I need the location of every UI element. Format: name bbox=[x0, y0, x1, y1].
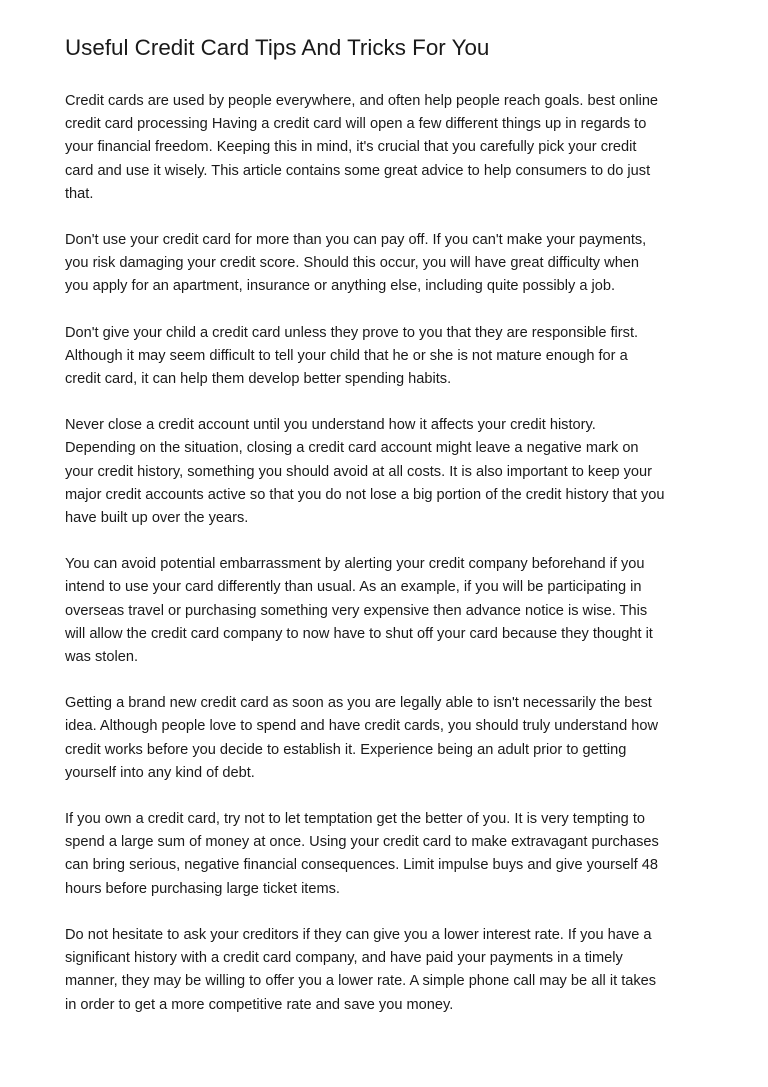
paragraph-line: card and use it wisely. This article contains some great advice to help consumers to do just bbox=[65, 162, 651, 179]
paragraph bbox=[65, 553, 706, 669]
paragraph-line: can bring serious, negative financial consequences. Limit impulse buys and give yourself 48 bbox=[65, 857, 659, 874]
paragraph-line: hours before purchasing large ticket items. bbox=[65, 880, 340, 897]
document-title: Useful Credit Card Tips And Tricks For You bbox=[65, 35, 490, 60]
paragraph-line: idea. Although people love to spend and have credit cards, you should truly understand how bbox=[65, 718, 659, 735]
paragraph-line: your credit history, something you should avoid at all costs. It is also important to keep your bbox=[65, 463, 653, 480]
paragraph-line: Although it may seem difficult to tell your child that he or she is not mature enough for a bbox=[65, 347, 628, 364]
paragraph-line: in order to get a more competitive rate and save you money. bbox=[65, 996, 454, 1013]
paragraph-line: Do not hesitate to ask your creditors if they can give you a lower interest rate. If you have a bbox=[65, 926, 652, 943]
paragraph bbox=[65, 229, 706, 299]
paragraph-line: spend a large sum of money at once. Using your credit card to make extravagant purchases bbox=[65, 834, 659, 851]
paragraph-line: have built up over the years. bbox=[65, 510, 249, 527]
paragraph-line: Credit cards are used by people everywhere, and often help people reach goals. best online bbox=[65, 93, 659, 109]
paragraph-line: you apply for an apartment, insurance or anything else, including quite possibly a job. bbox=[65, 278, 616, 295]
paragraph-line: significant history with a credit card company, and have paid your payments in a timely bbox=[65, 950, 623, 967]
paragraph-line: credit works before you decide to establish it. Experience being an adult prior to getting bbox=[65, 741, 627, 758]
paragraph-line: You can avoid potential embarrassment by alerting your credit company beforehand if you bbox=[65, 556, 645, 573]
paragraph-line: Getting a brand new credit card as soon as you are legally able to isn't necessarily the best bbox=[65, 695, 652, 712]
paragraph bbox=[65, 90, 706, 206]
paragraph-line: major credit accounts active so that you do not lose a big portion of the credit history that you bbox=[65, 486, 665, 503]
paragraph bbox=[65, 322, 706, 392]
paragraph bbox=[65, 808, 706, 901]
paragraph bbox=[65, 692, 706, 785]
paragraph-line: was stolen. bbox=[65, 649, 139, 666]
paragraph bbox=[65, 414, 706, 530]
paragraph-line: Depending on the situation, closing a credit card account might leave a negative mark on bbox=[65, 440, 639, 457]
paragraph-line: you risk damaging your credit score. Should this occur, you will have great difficulty when bbox=[65, 255, 640, 272]
paragraph-line: Don't use your credit card for more than you can pay off. If you can't make your payments, bbox=[65, 232, 647, 249]
paragraph-line: that. bbox=[65, 185, 94, 202]
document-body bbox=[65, 90, 706, 1017]
paragraph-line: your financial freedom. Keeping this in mind, it's crucial that you carefully pick your credit bbox=[65, 139, 637, 156]
paragraph-line: manner, they may be willing to offer you a lower rate. A simple phone call may be all it takes bbox=[65, 973, 657, 990]
paragraph-line: overseas travel or purchasing something very expensive then advance notice is wise. This bbox=[65, 602, 648, 619]
paragraph-line: Never close a credit account until you understand how it affects your credit history. bbox=[65, 417, 596, 434]
paragraph-line: will allow the credit card company to now have to shut off your card because they thought it bbox=[65, 625, 653, 642]
paragraph-line: Don't give your child a credit card unless they prove to you that they are responsible first. bbox=[65, 324, 639, 341]
paragraph-line: yourself into any kind of debt. bbox=[65, 764, 255, 781]
paragraph-line: credit card processing Having a credit card will open a few different things up in regards to bbox=[65, 116, 647, 133]
paragraph-line: intend to use your card differently than usual. As an example, if you will be participating in bbox=[65, 579, 642, 596]
paragraph bbox=[65, 924, 706, 1017]
paragraph-line: credit card, it can help them develop better spending habits. bbox=[65, 371, 452, 388]
paragraph-line: If you own a credit card, try not to let temptation get the better of you. It is very tempting to bbox=[65, 811, 645, 828]
